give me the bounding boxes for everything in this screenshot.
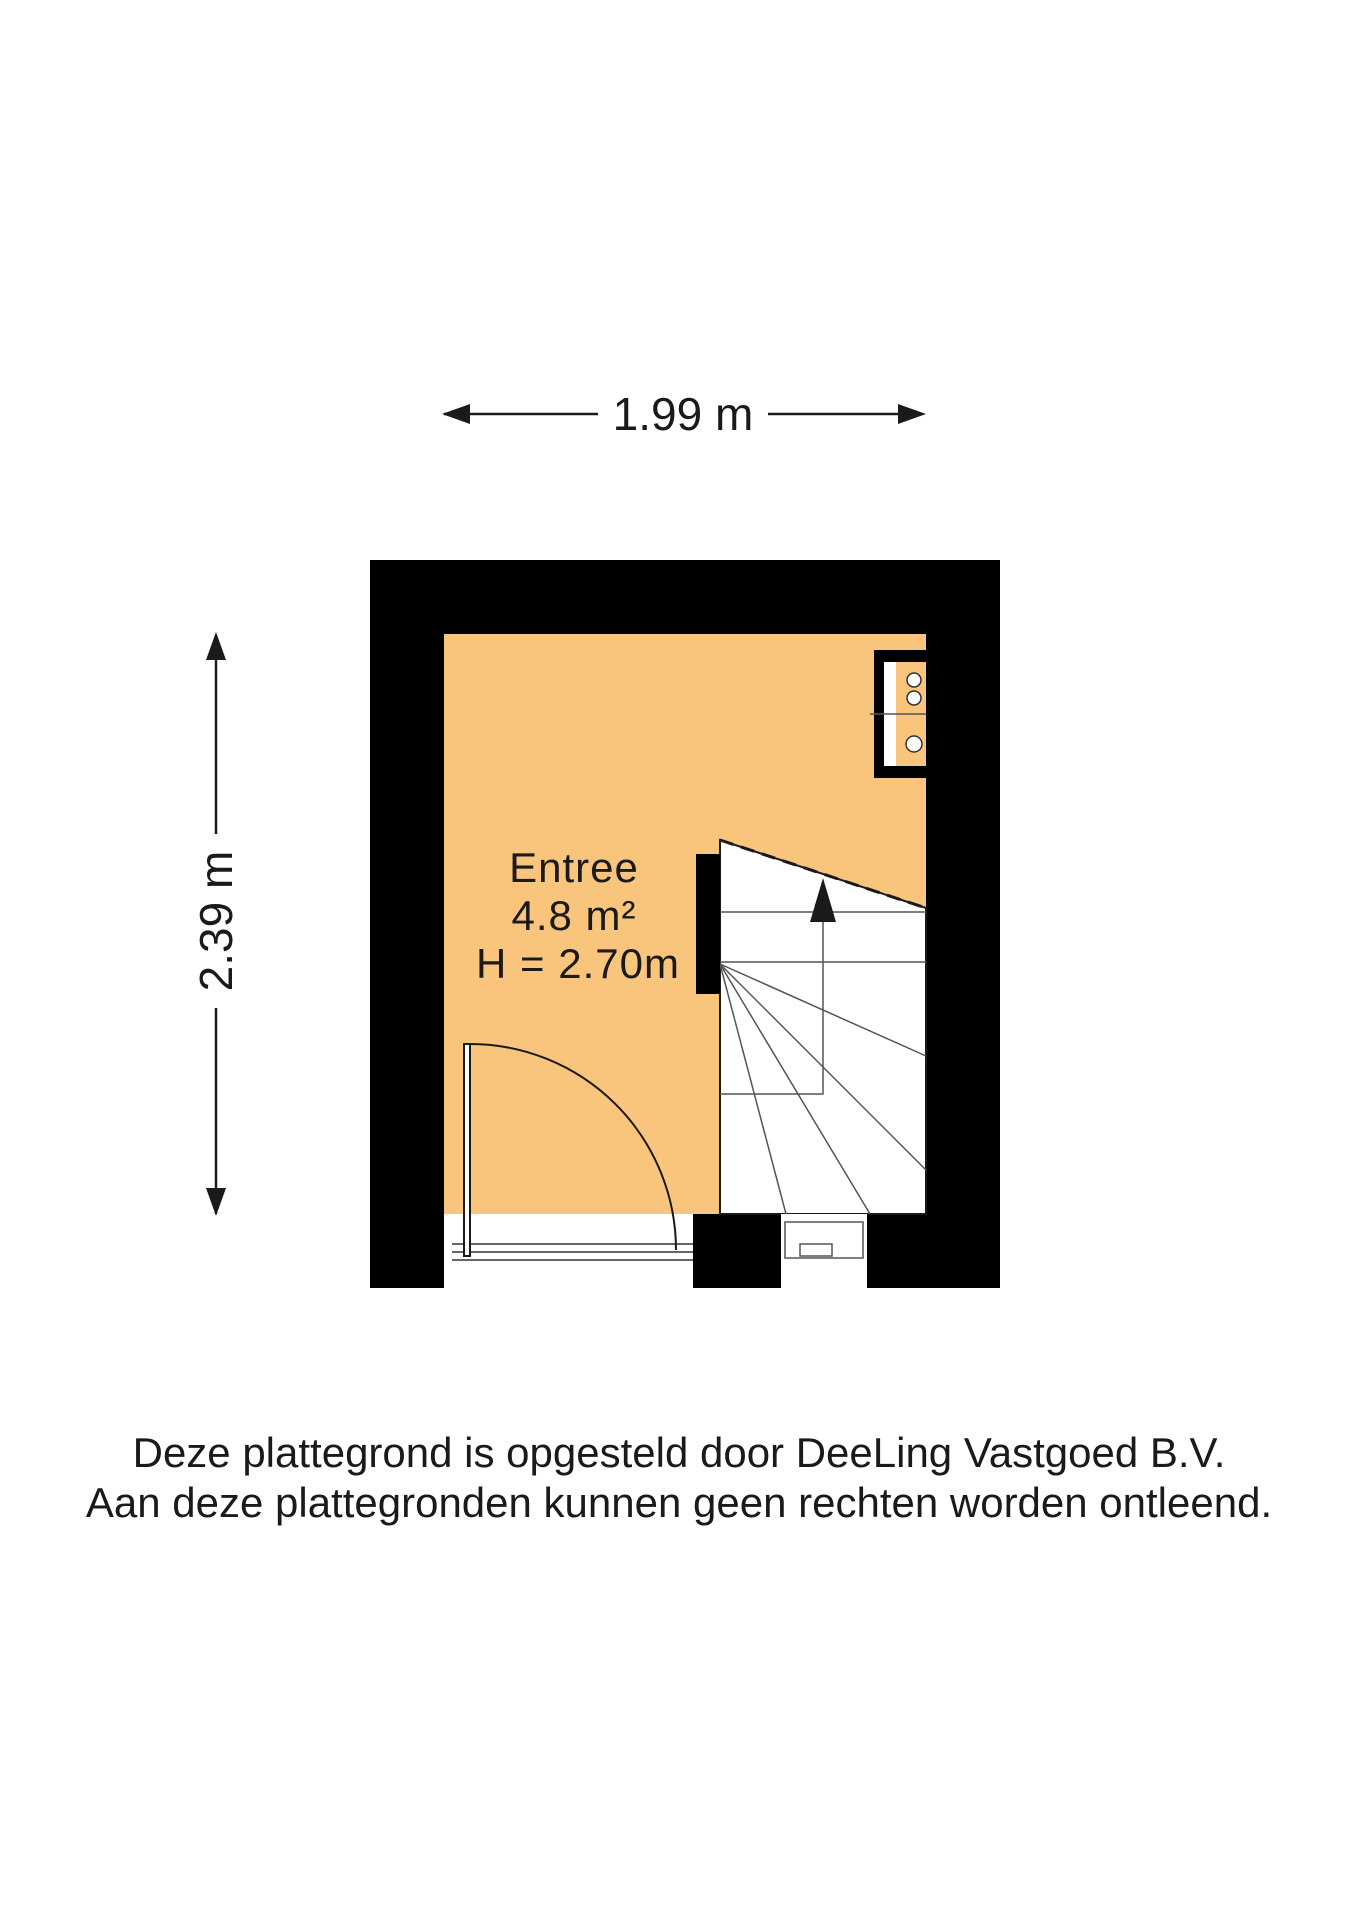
- arrow-left-icon: [442, 404, 470, 424]
- staircase: [696, 840, 926, 1214]
- disclaimer-line-1: Deze plattegrond is opgesteld door DeeLing Vastgoed B.V.: [132, 1429, 1226, 1476]
- wall-bottom-middle: [693, 1214, 781, 1288]
- wall-right: [926, 560, 1000, 1288]
- arrow-down-icon: [206, 1188, 226, 1216]
- stair-wall: [696, 854, 720, 994]
- height-dimension: [190, 632, 242, 1216]
- width-label: 1.99 m: [612, 388, 754, 440]
- width-dimension: [442, 388, 926, 440]
- wall-bottom-right: [867, 1214, 1000, 1288]
- window: [781, 1214, 867, 1262]
- disclaimer-line-2: Aan deze plattegronden kunnen geen rechten worden ontleend.: [85, 1479, 1273, 1526]
- meter-box-icon: [870, 650, 926, 778]
- wall-top: [370, 560, 1000, 634]
- room-name: Entree: [509, 844, 639, 891]
- arrow-right-icon: [898, 404, 926, 424]
- room-height: H = 2.70m: [476, 940, 680, 987]
- arrow-up-icon: [206, 632, 226, 660]
- room-area: 4.8 m²: [511, 892, 637, 939]
- height-label: 2.39 m: [190, 850, 242, 992]
- wall-left: [370, 560, 444, 1288]
